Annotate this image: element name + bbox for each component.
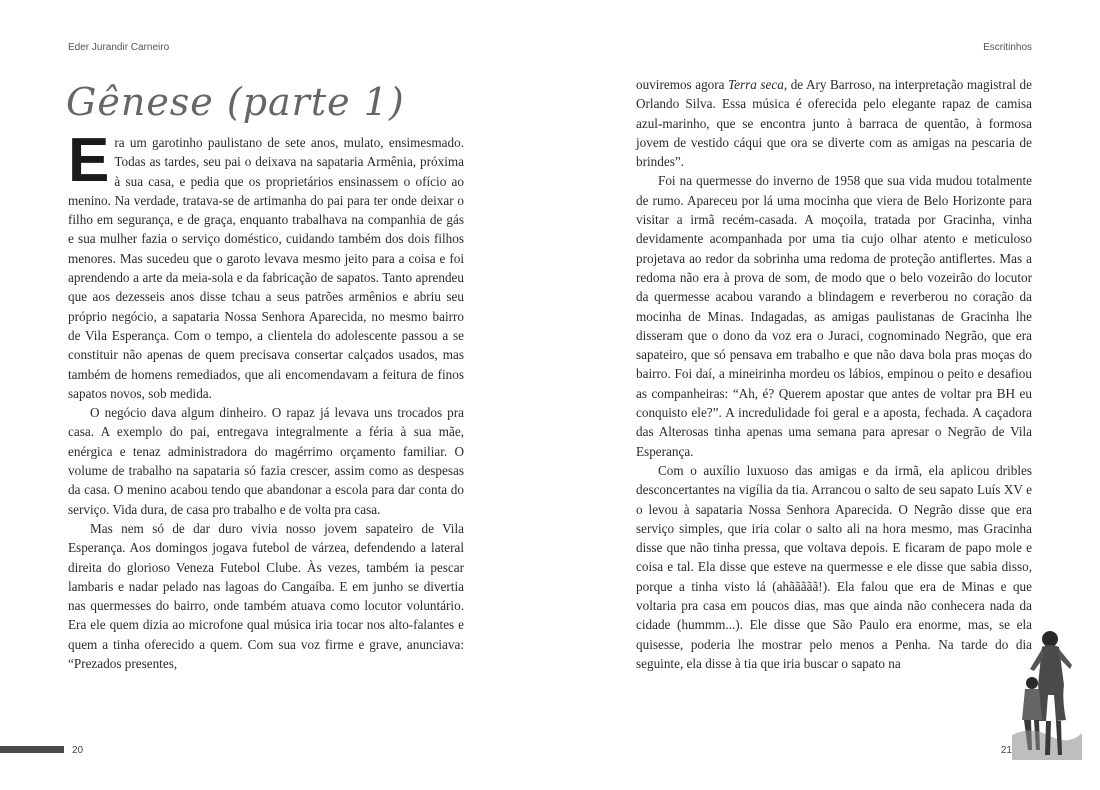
paragraph: O negócio dava algum dinheiro. O rapaz já levava uns trocados pra casa. A exemplo do pai, entregava integralmente a féria à sua mãe, enérgica e tenaz administradora do magérrimo orçamento familiar. O volume de trabalho na sapataria só fazia crescer, assim como as despesas da casa. O menino acabou tendo que abandonar a escola para dar conta do serviço. Vida dura, de casa pro trabalho e de volta pra casa. xyxy=(68,405,464,517)
song-title: Terra seca xyxy=(728,77,784,92)
photo-image xyxy=(1012,625,1082,760)
book-title-header: Escritinhos xyxy=(983,42,1032,53)
paragraph-text: ouviremos agora xyxy=(636,77,729,92)
paragraph-text: ra um garotinho paulistano de sete anos, mulato, ensimesmado. Todas as tardes, seu pai o deixava na sapataria Armênia, próxima à sua casa, e pedia que os proprietários ensinassem o ofício ao menino. Na verdade, tratava-se de artimanha do pai para ter onde deixar o filho em segurança, e de graça, enquanto trabalhava na companhia de gás e sua mulher fazia o serviço doméstico, cuidando também dos dois filhos menores. Mas sucedeu que o garoto levava mesmo jeito para a coisa e foi aprendendo a arte da meia-sola e da fabricação de sapatos. Tanto aprendeu que aos dezesseis anos disse tchau a seus patrões armênios e abriu seu próprio negócio, a sapataria Nossa Senhora Aparecida, no mesmo bairro de Vila Esperança. Com o tempo, a clientela do adolescente passou a se constituir não apenas de quem precisava consertar calçados usados, mas também de homens remediados, que ali encomendavam a feitura de finos sapatos novos, sob medida. xyxy=(68,135,464,401)
footer-bar xyxy=(0,746,64,753)
paragraph xyxy=(636,75,1032,171)
drop-cap: E xyxy=(68,126,110,195)
paragraph-text: , de Ary Barroso, na interpretação magistral de Orlando Silva. Essa música é oferecida pelo elegante rapaz de camisa azul-marinho, que se encontra junto à barraca de quentão, à formosa jovem de vestido cáqui que ora se diverte com as amigas na pescaria de brindes”. xyxy=(636,77,1032,170)
page-number: 21 xyxy=(1000,745,1012,756)
author-header: Eder Jurandir Carneiro xyxy=(68,42,170,53)
right-text-column xyxy=(636,75,1032,673)
page-number: 20 xyxy=(72,745,84,756)
paragraph: Com o auxílio luxuoso das amigas e da irmã, ela aplicou dribles desconcertantes na vigília da tia. Arrancou o salto de seu sapato Luís XV e o levou à sapataria Nossa Senhora Aparecida. O Negrão disse que era serviço simples, que iria colar o salto ali na hora mesmo, mas Gracinha disse que não tinha pressa, que voltava depois. E ficaram de papo mole e coisa e tal. Ela disse que esteve na quermesse e ele disse que sabia disso, porque a tinha visto lá (ahããããã!). Ela falou que era de Minas e que voltaria pra casa em poucos dias, mas que ainda não conhecera nada da cidade (hummm...). Ele disse que São Paulo era enorme, mas, se ela quisesse, poderia lhe mostrar pelo menos a Penha. Na tarde do dia seguinte, ela disse à tia que iria buscar o sapato na xyxy=(636,462,1032,671)
chapter-title: Gênese (parte 1) xyxy=(66,80,405,124)
paragraph: Foi na quermesse do inverno de 1958 que sua vida mudou totalmente de rumo. Apareceu por lá uma mocinha que viera de Belo Horizonte para visitar a irmã recém-casada. A moçoila, tratada por Gracinha, vinha devidamente acompanhada por uma tia cujo olhar atento e meticuloso projetava ao redor da sobrinha uma redoma de proteção antiflertes. Mas a redoma não era à prova de som, de modo que o belo vozeirão do locutor da quermesse acabou varando a blindagem e reverberou no coração da mocinha de Minas. Indagadas, as amigas paulistanas de Gracinha lhe disseram que o dono da voz era o Juraci, cognominado Negrão, que era sapateiro, que só pensava em trabalho e que não dava bola pras moças do bairro. Foi daí, a mineirinha mordeu os lábios, empinou o peito e desafiou as companheiras: “Ah, é? Querem apostar que antes de voltar pra BH eu conquisto ele?”. A incredulidade foi geral e a aposta, fechada. A caçadora das Alterosas tinha apenas uma semana para apresar o Negrão de Vila Esperança. xyxy=(636,173,1032,459)
paragraph: Mas nem só de dar duro vivia nosso jovem sapateiro de Vila Esperança. Aos domingos jogava futebol de várzea, defendendo a lateral direita do glorioso Veneza Futebol Clube. Às vezes, também ia pescar lambaris e nadar pelado nas lagoas do Cangaíba. E em junho se divertia nas quermesses do bairro, onde também atuava como locutor voluntário. Era ele quem dizia ao microfone qual música iria tocar nos alto-falantes e quem a tinha oferecido a quem. Com sua voz firme e grave, anunciava: “Prezados presentes, xyxy=(68,520,464,672)
left-text-column xyxy=(68,126,464,673)
paragraph xyxy=(68,126,464,403)
